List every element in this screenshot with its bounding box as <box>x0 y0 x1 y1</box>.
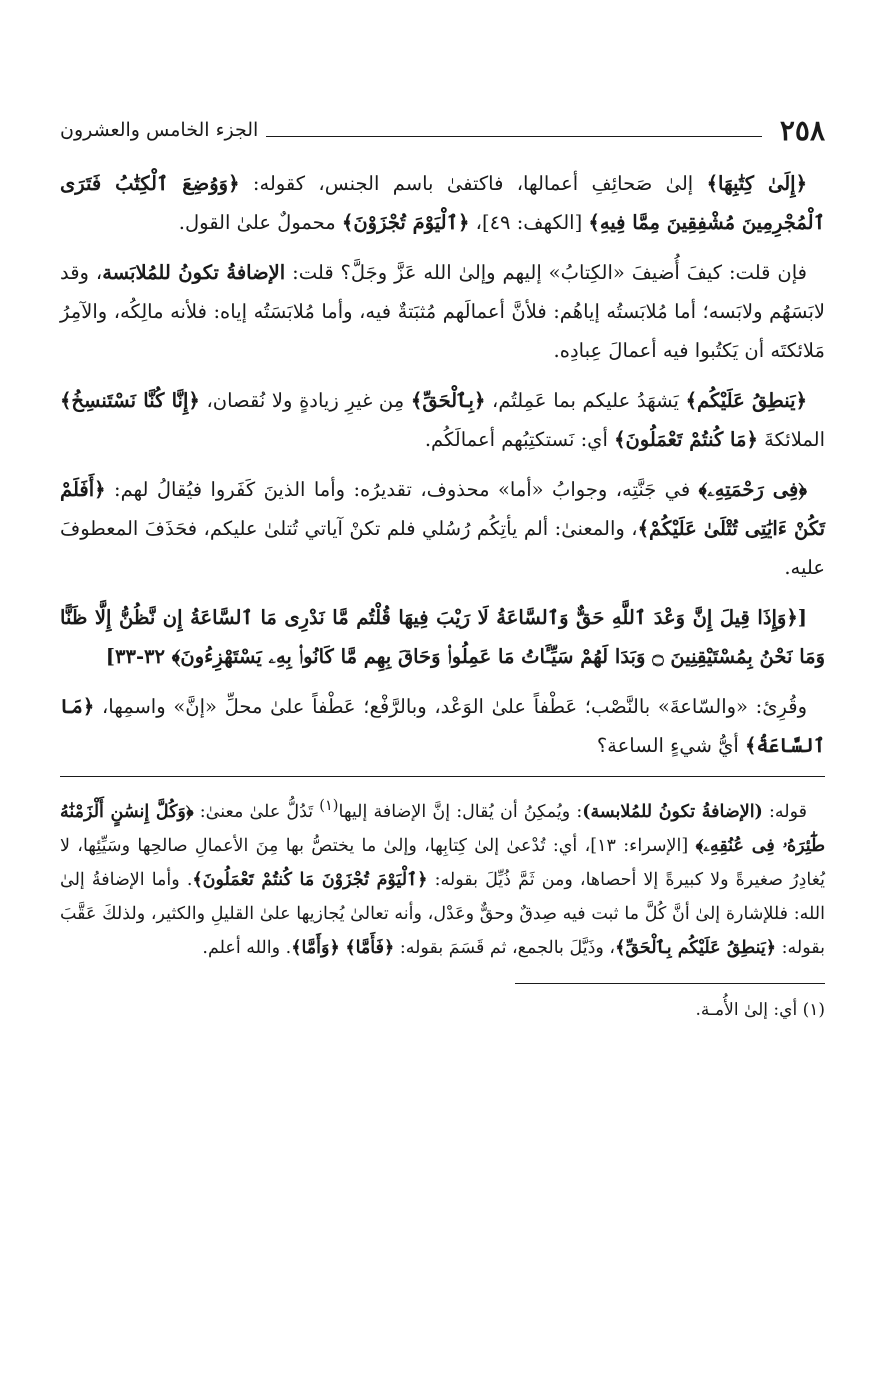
quran-quote: ﴿وَوُضِعَ ٱلْكِتَٰبُ فَتَرَى ٱلْمُجْرِمِينَ مُشْفِقِينَ مِمَّا فِيهِ﴾ <box>60 172 825 234</box>
footnote-reference: (١) <box>319 797 339 814</box>
verse-block: [﴿وَإِذَا قِيلَ إِنَّ وَعْدَ ٱللَّهِ حَقٌّ وَٱلسَّاعَةُ لَا رَيْبَ فِيهَا قُلْتُم مَّا نَدْرِى مَا ٱلسَّاعَةُ إِن نَّظُنُّ إِلَّا ظَنًّا وَمَا نَحْنُ بِمُسْتَيْقِنِينَ ۝ وَبَدَا لَهُمْ سَيِّـَٔاتُ مَا عَمِلُوا۟ وَحَاقَ بِهِم مَّا كَانُوا۟ بِهِۦ يَسْتَهْزِءُونَ﴾ ٣٢-٣٣] <box>60 606 825 668</box>
text-run: إلىٰ صَحائِفِ أعمالها، فاكتفىٰ باسم الجنس، كقوله: <box>239 172 707 195</box>
text-run: . وأما الإضافةُ إلىٰ الله: فللإشارة إلىٰ أنَّ كُلَّ ما ثبت فيه صِدقٌ وحقٌّ وعَدْل، وأنه تعالىٰ يُجازيها علىٰ القليلِ والكثير، ولذلكَ عَقَّبَ بقوله: <box>60 869 825 958</box>
quran-quote: ﴿وَأَمَّا﴾ <box>291 937 340 958</box>
paragraph <box>60 470 825 587</box>
text-run: تَدُلُّ علىٰ معنىٰ: <box>193 801 320 822</box>
note-paragraph <box>60 789 825 965</box>
quran-quote: ﴿ٱلْيَوْمَ تُجْزَوْنَ﴾ <box>341 211 470 234</box>
text-run: . والله أعلم. <box>202 937 292 958</box>
text-run: فإن قلت: كيفَ أُضيفَ «الكِتابُ» إليهم وإلىٰ الله عَزَّ وجَلَّ؟ قلت: <box>285 261 807 284</box>
quran-quote: ﴿وَكُلَّ إِنسَٰنٍ أَلْزَمْنَٰهُ طَٰٓئِرَهُۥ فِى عُنُقِهِۦ﴾ <box>60 801 826 856</box>
paragraph <box>60 164 825 242</box>
text-run: في جَنَّتِه، وجوابُ «أما» محذوف، تقديرُه: وأما الذينَ كَفَروا فيُقالُ لهم: <box>105 478 699 501</box>
text-run: [الكهف: ٤٩]، <box>469 211 589 234</box>
quran-quote: ﴿يَنطِقُ عَلَيْكُم بِٱلْحَقِّ﴾ <box>615 937 777 958</box>
quran-quote: ﴿إِنَّا كُنَّا نَسْتَنسِخُ﴾ <box>60 389 200 412</box>
quran-quote: ﴿مَا ٱلسَّاعَةُ﴾ <box>60 695 825 757</box>
main-text <box>60 164 825 765</box>
header-rule <box>266 136 762 137</box>
paragraph <box>60 253 825 370</box>
paragraph <box>60 687 825 765</box>
key-term: الإضافةُ تكونُ للمُلابَسة <box>102 261 286 284</box>
text-run: قوله: <box>762 801 807 822</box>
notes-divider <box>60 776 825 777</box>
text-run: الملائكةَ <box>757 428 825 451</box>
footnote-divider <box>515 983 825 984</box>
text-run: أيُّ شيءٍ الساعة؟ <box>596 734 746 757</box>
quran-quote: ﴿يَنطِقُ عَلَيْكُم﴾ <box>685 389 807 412</box>
text-run: أي: نَستكتِبُهم أعمالَكُم. <box>424 428 615 451</box>
text-run: يَشهَدُ عليكم بما عَمِلتُم، <box>485 389 686 412</box>
section-title: الجزء الخامس والعشرون <box>60 119 259 141</box>
commentary-notes <box>60 789 825 965</box>
text-run: مِن غيرِ زيادةٍ ولا نُقصان، <box>199 389 411 412</box>
footnote: (١) أي: إلىٰ الأُمـة. <box>695 999 825 1020</box>
running-head <box>60 110 825 150</box>
text-run: ، وقد لابَسَهُم ولابَسه؛ أما مُلابَستُه إياهُم: فلأنَّ أعمالَهم مُثبَتةٌ فيه، وأما مُلابَسَتُه إياه: فلأنه مالِكُه، والآمِرُ مَلائكتَه أن يَكتُبوا فيه أعمالَ عِبادِه. <box>60 261 825 362</box>
quran-quote: ﴿فَأَمَّا﴾ <box>345 937 395 958</box>
quran-quote: ﴿أَفَلَمْ تَكُنْ ءَايَٰتِى تُتْلَىٰ عَلَيْكُمْ﴾ <box>60 478 825 540</box>
text-run: : ويُمكِنُ أن يُقال: إنَّ الإضافة إليها <box>338 801 583 822</box>
key-term: (الإضافةُ تكونُ للمُلابسة) <box>582 801 763 822</box>
quran-quote: ﴿فِى رَحْمَتِهِۦ﴾ <box>698 478 807 501</box>
text-run: ، وذَيَّلَ بالجمع، ثم قَسَمَ بقوله: <box>394 937 616 958</box>
quran-quote: ﴿ٱلْيَوْمَ تُجْزَوْنَ مَا كُنتُمْ تَعْمَلُونَ﴾ <box>192 869 428 890</box>
page <box>60 110 825 1024</box>
text-run: [الإسراء: ١٣]، أي: تُدْعىٰ إلىٰ كِتابِها، وإلىٰ ما يختصُّ بها مِنَ الأعمالِ صالحِها وسَيِّئِها، لا يُغادِرُ صغيرةً ولا كبيرةً إلا أحصاها، ومن ثَمَّ ذُيِّلَ بقوله: <box>60 835 826 890</box>
text-run: محمولٌ علىٰ القول. <box>178 211 342 234</box>
quran-quote: ﴿مَا كُنتُمْ تَعْمَلُونَ﴾ <box>614 428 758 451</box>
paragraph <box>60 381 825 459</box>
quran-quote: ﴿إِلَىٰ كِتَٰبِهَا﴾ <box>706 172 808 195</box>
text-run: وقُرِئ: «والسّاعةَ» بالنَّصْب؛ عَطْفاً علىٰ الوَعْد، وبالرَّفْع؛ عَطْفاً علىٰ محلِّ «إنَّ» واسمِها، <box>94 695 807 718</box>
quran-quote: ﴿بِٱلْحَقِّ﴾ <box>410 389 486 412</box>
text-run: ، والمعنىٰ: ألم يأتِكُم رُسُلي فلم تكنْ آياتي تُتلىٰ عليكم، فحَذَفَ المعطوفَ عليه. <box>60 517 825 579</box>
page-number: ٢٥٨ <box>779 113 825 147</box>
